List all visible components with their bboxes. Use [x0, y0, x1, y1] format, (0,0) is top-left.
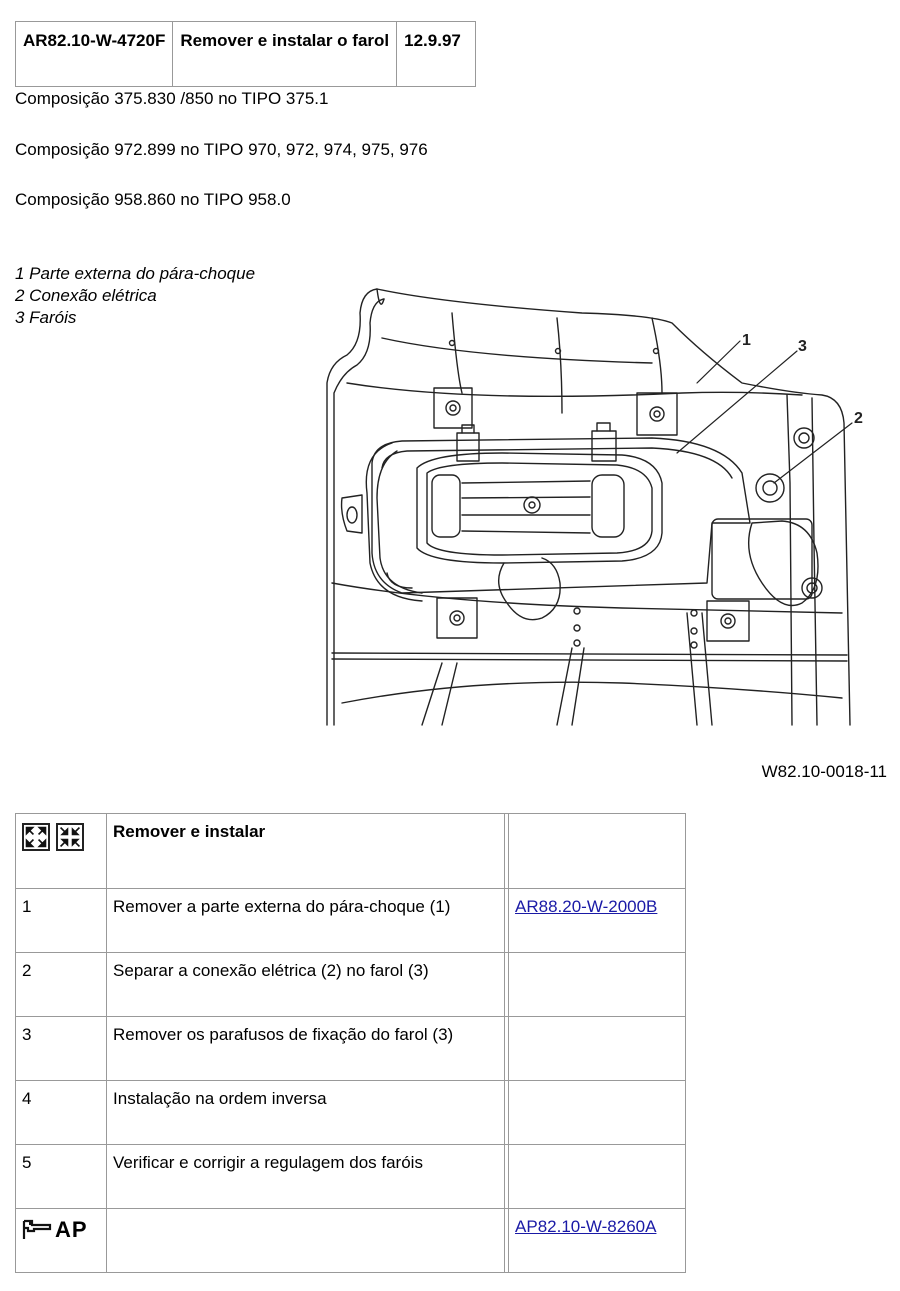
expand-arrows-icon [22, 823, 50, 851]
figure-legend [15, 263, 255, 329]
step-text: Remover os parafusos de fixação do farol (3) [107, 1017, 505, 1081]
header-icons-cell [16, 814, 107, 889]
step-number: 2 [16, 953, 107, 1017]
procedure-heading: Remover e instalar [107, 814, 505, 889]
document-header [15, 21, 476, 87]
headlamp-drawing [322, 283, 882, 728]
composition-3: Composição 958.860 no TIPO 958.0 [15, 190, 291, 209]
table-row [16, 1209, 686, 1273]
figure-caption: W82.10-0018-11 [761, 762, 887, 781]
footer-icon-cell [16, 1209, 107, 1273]
step-number: 5 [16, 1145, 107, 1209]
callout-3: 3 [798, 338, 807, 355]
step-text: Verificar e corrigir a regulagem dos faróis [107, 1145, 505, 1209]
callout-2: 2 [854, 410, 863, 427]
table-row [16, 1145, 686, 1209]
callout-1: 1 [742, 332, 751, 349]
table-row [16, 889, 686, 953]
step-text: Remover a parte externa do pára-choque (1) [107, 889, 505, 953]
table-row [16, 1017, 686, 1081]
table-row [16, 1081, 686, 1145]
step-text: Separar a conexão elétrica (2) no farol (3) [107, 953, 505, 1017]
composition-2: Composição 972.899 no TIPO 970, 972, 974, 975, 976 [15, 140, 428, 159]
empty-cell [509, 814, 686, 889]
legend-item-connector: 2 Conexão elétrica [15, 286, 157, 305]
table-row [16, 953, 686, 1017]
wrench-tool-icon [22, 1219, 52, 1241]
step-number: 4 [16, 1081, 107, 1145]
collapse-arrows-icon [56, 823, 84, 851]
step-text: Instalação na ordem inversa [107, 1081, 505, 1145]
legend-item-bumper: 1 Parte externa do pára-choque [15, 264, 256, 283]
document-title: Remover e instalar o farol [173, 22, 397, 87]
composition-1: Composição 375.830 /850 no TIPO 375.1 [15, 89, 329, 108]
legend-item-headlamp: 3 Faróis [15, 308, 77, 327]
document-code: AR82.10-W-4720F [16, 22, 173, 87]
procedure-table [15, 813, 686, 1273]
ap-label: AP [55, 1217, 88, 1242]
document-date: 12.9.97 [397, 22, 476, 87]
ap-reference-link[interactable]: AP82.10-W-8260A [515, 1217, 657, 1236]
step-reference-link[interactable]: AR88.20-W-2000B [515, 897, 658, 916]
step-number: 3 [16, 1017, 107, 1081]
step-number: 1 [16, 889, 107, 953]
